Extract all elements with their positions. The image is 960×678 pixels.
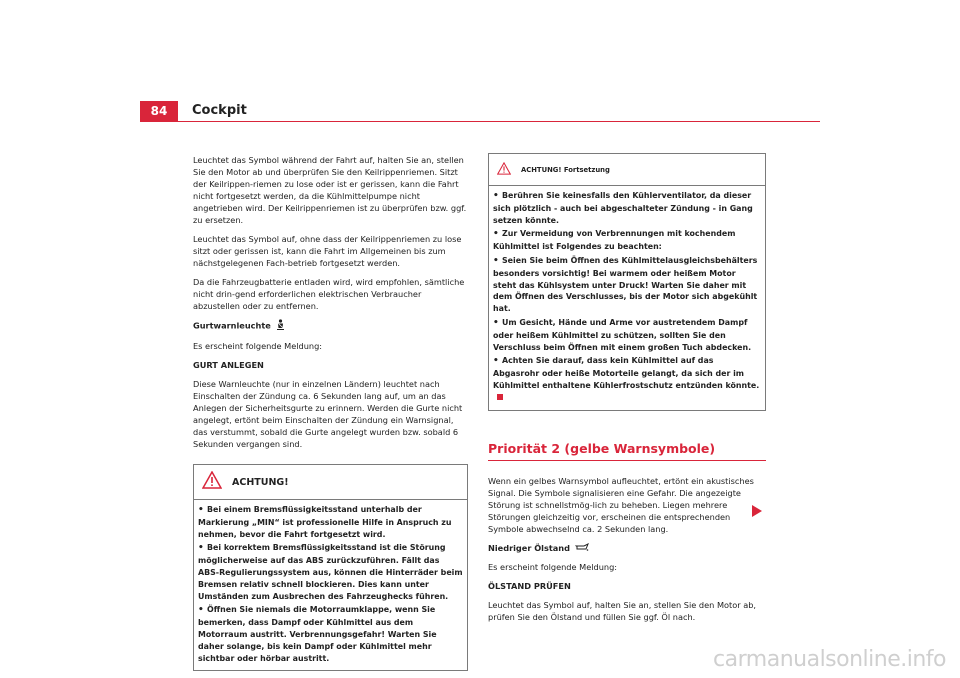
- warning-list: [194, 500, 467, 664]
- right-column: [488, 153, 766, 630]
- subheading-oil-level: [488, 542, 766, 555]
- warning-title: ACHTUNG! Fortsetzung: [521, 165, 610, 174]
- warning-header: [194, 465, 467, 500]
- page-number-badge: [140, 101, 178, 121]
- warning-item: • Bei korrektem Bremsflüssigkeitsstand ist die Störung möglicherweise auf das ABS zurückzuführen. Fällt das ABS-Regulierungssystem aus, können die Hinterräder beim Bremsen relativ schnell blockieren. Dies kann unter Umständen zum Ausbrechen des Fahrzeughecks führen.: [198, 543, 463, 601]
- warning-item: • Öffnen Sie niemals die Motorraumklappe, wenn Sie bemerken, dass Dampf oder Kühlmittel aus dem Motorraum austritt. Verbrennungsgefahr! Warten Sie daher solange, bis kein Dampf oder Kühlmittel mehr sichtbar oder hörbar austritt.: [198, 605, 437, 663]
- left-column: [193, 154, 468, 671]
- warning-triangle-icon: [497, 160, 511, 179]
- watermark: carmanualsonline.info: [713, 647, 946, 672]
- section-end-marker: [497, 394, 503, 400]
- warning-item: • Berühren Sie keinesfalls den Kühlerventilator, da dieser sich plötzlich - auch bei abgeschalteter Zündung - in Gang setzen könnte.: [493, 191, 753, 225]
- paragraph: Wenn ein gelbes Warnsymbol aufleuchtet, ertönt ein akustisches Signal. Die Symbole signalisieren eine Gefahr. Die angezeigte Störung ist schnellstmög-lich zu beheben. Liegen mehrere Störungen gleichzeitig vor, erscheinen die entsprechenden Symbole abwechselnd ca. 2 Sekunden lang.: [488, 475, 754, 534]
- next-page-arrow-icon[interactable]: [752, 505, 762, 517]
- paragraph: Da die Fahrzeugbatterie entladen wird, wird empfohlen, sämtliche nicht drin-gend erforderlichen elektrischen Verbraucher abzustellen oder zu entfernen.: [193, 277, 465, 311]
- warning-header: [489, 154, 765, 186]
- paragraph: Es erscheint folgende Meldung:: [193, 341, 323, 351]
- warning-triangle-icon: [202, 471, 222, 493]
- warning-list: [489, 186, 765, 404]
- section-heading: Priorität 2 (gelbe Warnsymbole): [488, 441, 766, 461]
- page-title: Cockpit: [192, 103, 247, 118]
- display-message: ÖLSTAND PRÜFEN: [488, 581, 571, 592]
- warning-title: ACHTUNG!: [232, 476, 289, 488]
- subheading-text: Niedriger Ölstand: [488, 542, 570, 553]
- paragraph: Leuchtet das Symbol während der Fahrt auf, halten Sie an, stellen Sie den Motor ab und überprüfen Sie den Keilrippenriemen. Sitzt der Keilrippen-riemen zu lose oder ist er gerissen, kann die Fahrt nicht fortgesetzt werden, da die Kühlmittelpumpe nicht angetrieben wird. Der Keilrippenriemen ist zu überprüfen bzw. ggf. zu ersetzen.: [193, 155, 467, 225]
- paragraph: Leuchtet das Symbol auf, ohne dass der Keilrippenriemen zu lose sitzt oder gerissen ist, kann die Fahrt im Allgemeinen bis zum nächstgelegenen Fach-betrieb fortgesetzt werden.: [193, 234, 462, 268]
- warning-box-continued: [488, 153, 766, 411]
- seatbelt-icon: [276, 319, 285, 333]
- display-message: GURT ANLEGEN: [193, 360, 264, 370]
- warning-item: • Seien Sie beim Öffnen des Kühlmittelausgleichsbehälters besonders vorsichtig! Bei warmem oder heißem Motor steht das Kühlsystem unter Druck! Warten Sie daher mit dem Öffnen des Verschlusses, bis der Motor sich abgekühlt hat.: [493, 255, 758, 314]
- subheading-gurtwarnleuchte: [193, 319, 468, 333]
- paragraph: Diese Warnleuchte (nur in einzelnen Ländern) leuchtet nach Einschalten der Zündung ca. 6 Sekunden lang auf, um an das Anlegen der Sicherheitsgurte zu erinnern. Werden die Gurte nicht angelegt, ertönt beim Einschalten der Zündung ein Warnsignal, das verstummt, sobald die Gurte angelegt wurden bzw. sobald 6 Sekunden vergangen sind.: [193, 379, 463, 449]
- warning-item: • Zur Vermeidung von Verbrennungen mit kochendem Kühlmittel ist Folgendes zu beachten:: [493, 229, 736, 252]
- oil-can-icon: [575, 542, 589, 554]
- warning-item: • Um Gesicht, Hände und Arme vor austretendem Dampf oder heißem Kühlmittel zu schützen, sollten Sie den Verschluss beim Öffnen mit einem großen Tuch abdecken.: [493, 317, 752, 352]
- warning-box: [193, 464, 468, 671]
- paragraph: Es erscheint folgende Meldung:: [488, 562, 618, 573]
- subheading-text: Gurtwarnleuchte: [193, 320, 271, 331]
- warning-item: • Achten Sie darauf, dass kein Kühlmittel auf das Abgasrohr oder heiße Motorteile gelangt, da sich der im Kühlmittel enthaltene Kühlerfrostschutz entzünden könnte.: [493, 355, 761, 403]
- warning-item: • Bei einem Bremsflüssigkeitsstand unterhalb der Markierung „MIN“ ist professionelle Hilfe in Anspruch zu nehmen, bevor die Fahrt fortgesetzt wird.: [198, 505, 452, 539]
- paragraph: Leuchtet das Symbol auf, halten Sie an, stellen Sie den Motor ab, prüfen Sie den Ölstand und füllen Sie ggf. Öl nach.: [488, 600, 757, 623]
- page-number: 84: [150, 104, 168, 118]
- header-divider: [140, 121, 820, 122]
